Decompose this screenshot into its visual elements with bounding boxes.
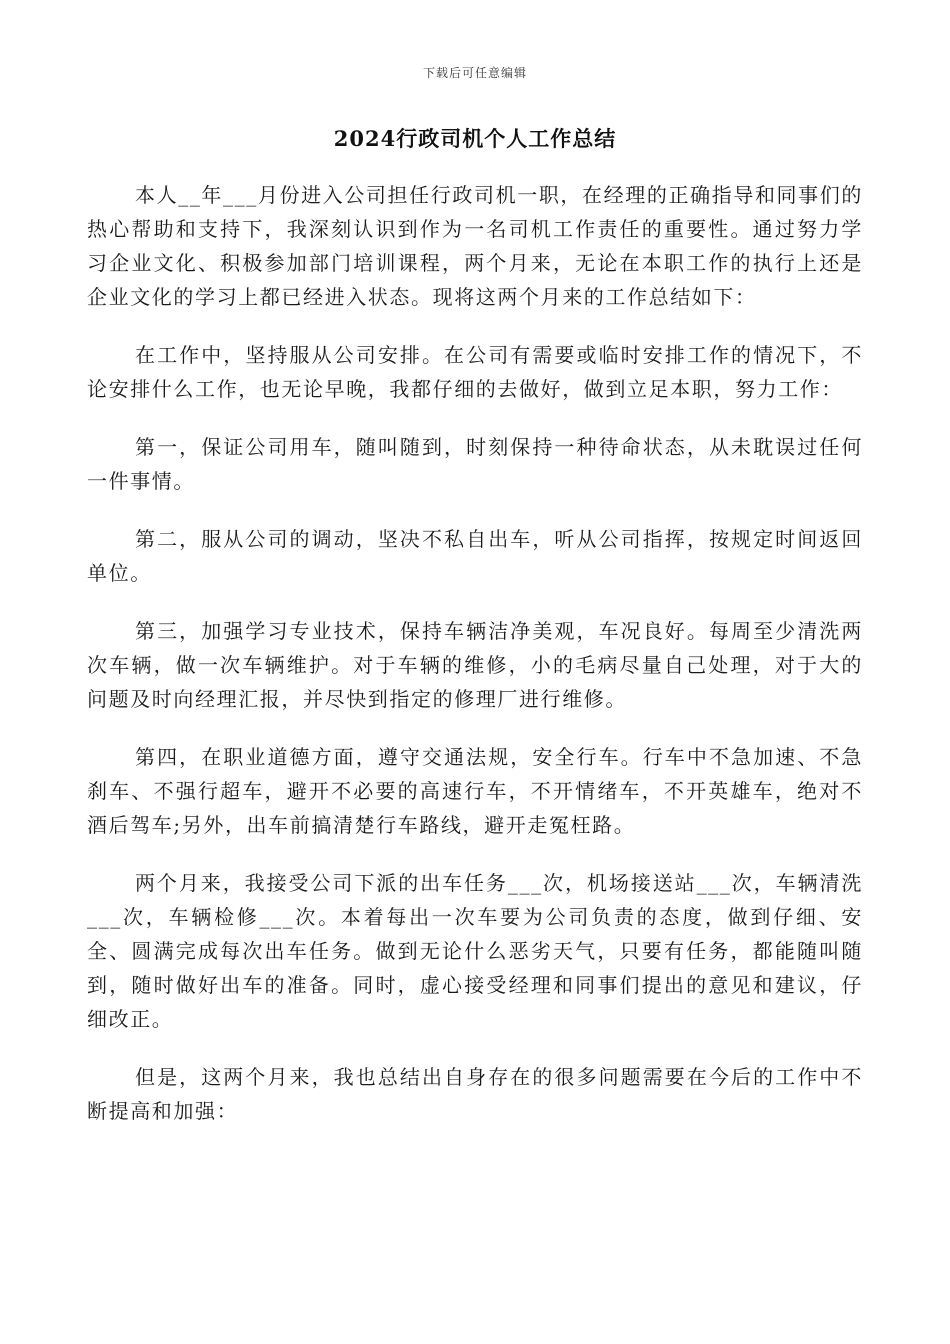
paragraph-point-three: 第三，加强学习专业技术，保持车辆洁净美观，车况良好。每周至少清洗两次车辆，做一次车辆维护。对于车辆的维修，小的毛病尽量自己处理，对于大的问题及时向经理汇报，并尽快到指定的修理厂进行维修。 [87,619,863,711]
paragraph-task-summary: 两个月来，我接受公司下派的出车任务___次，机场接送站___次，车辆清洗___次，车辆检修___次。本着每出一次车要为公司负责的态度，做到仔细、安全、圆满完成每次出车任务。做到无论什么恶劣天气，只要有任务，都能随叫随到，随时做好出车的准备。同时，虚心接受经理和同事们提出的意见和建议，仔细改正。 [87,871,863,1031]
document-title: 2024行政司机个人工作总结 [333,126,617,151]
document-body [87,178,863,1152]
paragraph-point-one: 第一，保证公司用车，随叫随到，时刻保持一种待命状态，从未耽误过任何一件事情。 [87,435,863,493]
header-note: 下载后可任意编辑 [422,66,527,80]
paragraph-problems: 但是，这两个月来，我也总结出自身存在的很多问题需要在今后的工作中不断提高和加强： [87,1065,863,1123]
paragraph-intro: 本人__年___月份进入公司担任行政司机一职，在经理的正确指导和同事们的热心帮助和支持下，我深刻认识到作为一名司机工作责任的重要性。通过努力学习企业文化、积极参加部门培训课程，两个月来，无论在本职工作的执行上还是企业文化的学习上都已经进入状态。现将这两个月来的工作总结如下： [87,183,863,309]
paragraph-point-two: 第二，服从公司的调动，坚决不私自出车，听从公司指挥，按规定时间返回单位。 [87,527,863,585]
paragraph-point-four: 第四，在职业道德方面，遵守交通法规，安全行车。行车中不急加速、不急刹车、不强行超车，避开不必要的高速行车，不开情绪车，不开英雄车，绝对不酒后驾车;另外，出车前搞清楚行车路线，避开走冤枉路。 [87,745,863,837]
paragraph-work-attitude: 在工作中，坚持服从公司安排。在公司有需要或临时安排工作的情况下，不论安排什么工作，也无论早晚，我都仔细的去做好，做到立足本职，努力工作： [87,343,863,401]
